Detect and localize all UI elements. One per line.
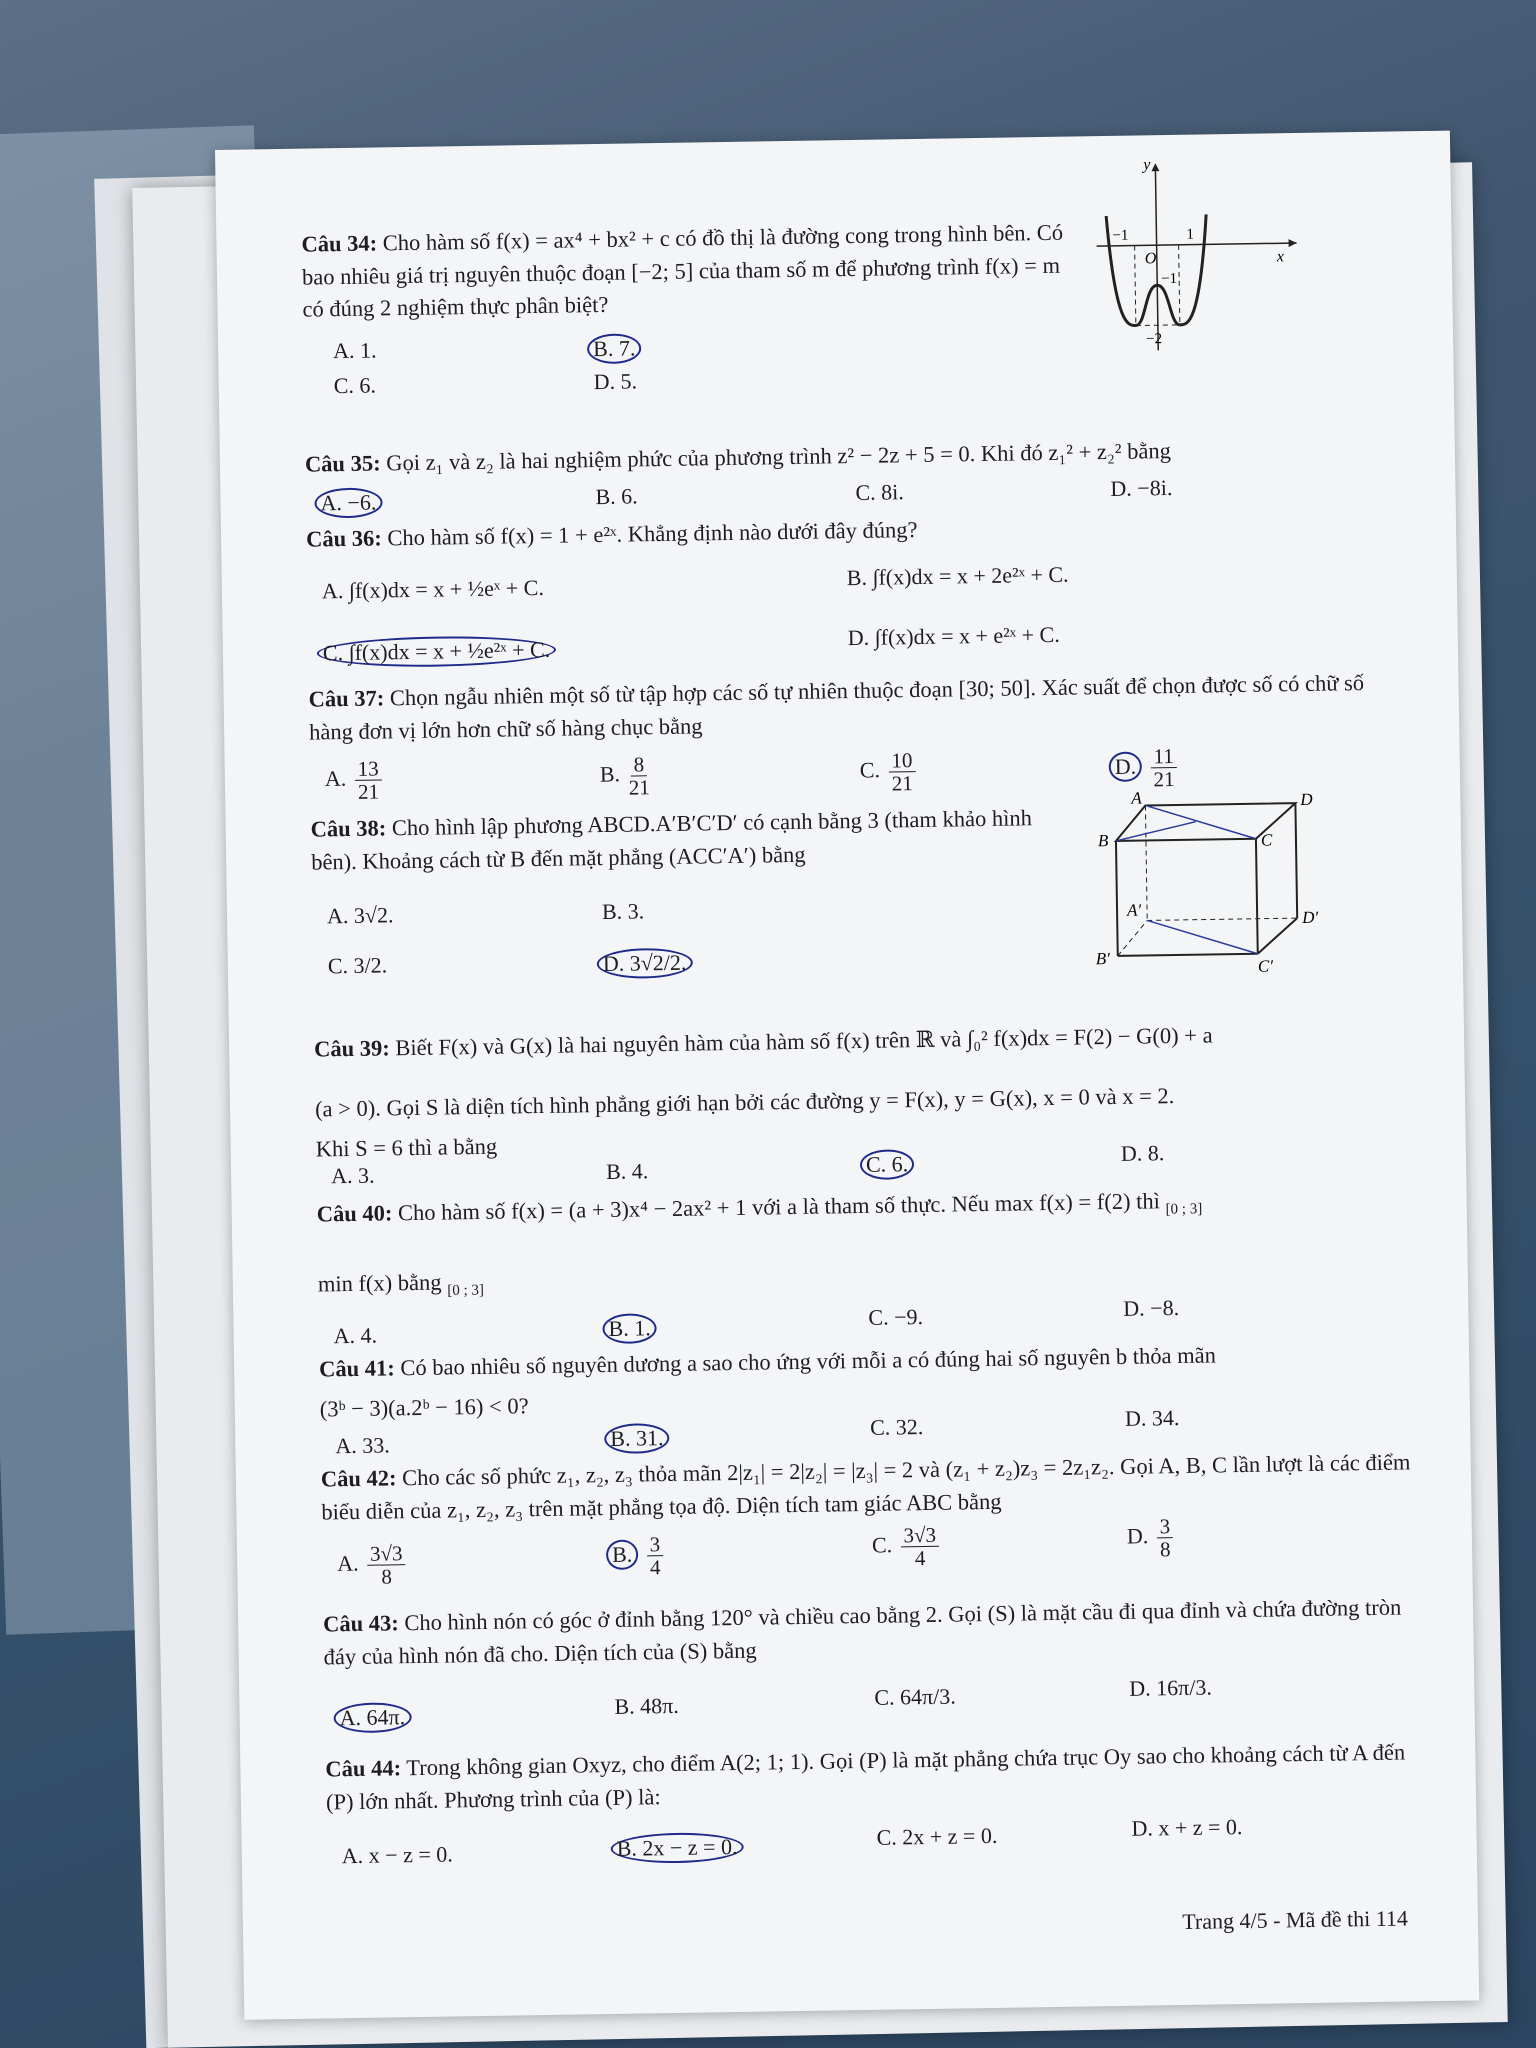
fraction [367, 1542, 406, 1588]
option-b [612, 1533, 667, 1579]
option-d: D. ∫f(x)dx = x + e²ˣ + C. [847, 621, 1060, 651]
vertex-b: B [1097, 831, 1109, 851]
tick-y-minus-2: −2 [1145, 331, 1163, 348]
question-text: Trong không gian Oxyz, cho điểm A(2; 1; 1). Gọi (P) là mặt phẳng chứa trục Oy sao cho khoảng cách từ A đến (P) lớn nhất. Phương trình của (P) là: [325, 1739, 1406, 1815]
vertex-b-prime: B′ [1095, 949, 1111, 969]
question-43 [323, 1591, 1424, 1674]
tick-minus-1: −1 [1112, 227, 1129, 244]
option-c: C. 3/2. [327, 952, 388, 979]
option-b: B. 48π. [614, 1692, 679, 1719]
option-d [1127, 1515, 1177, 1561]
vertex-c: C [1260, 830, 1273, 850]
option-c: C. 2x + z = 0. [876, 1822, 998, 1850]
question-37 [308, 666, 1409, 749]
fraction [900, 1524, 939, 1570]
denominator: 8 [1159, 1537, 1171, 1562]
fraction [1156, 1515, 1173, 1560]
tick-plus-1: 1 [1186, 226, 1195, 243]
cube-figure [1095, 788, 1348, 976]
answer-circle: A. −6. [314, 487, 382, 518]
option-label: A. [324, 765, 347, 791]
fraction [888, 749, 916, 795]
question-title: Câu 39: [313, 1035, 390, 1062]
option-d: D. −8. [1123, 1295, 1180, 1321]
question-text: Cho hàm số f(x) = ax⁴ + bx² + c có đồ thị là đường cong trong hình bên. Có bao nhiêu giá trị nguyên thuộc đoạn [−2; 5] của tham số m để phương trình f(x) = m có đúng 2 nghiệm thực phân biệt? [301, 219, 1064, 322]
fraction [1150, 745, 1177, 791]
question-39-line-2: (a > 0). Gọi S là diện tích hình phẳng giới hạn bởi các đường y = F(x), y = G(x), x = 0 và x = 2. [314, 1083, 1175, 1122]
fraction [354, 757, 382, 803]
question-text: Có bao nhiêu số nguyên dương a sao cho ứng với mỗi a có đúng hai số nguyên b thỏa mãn [400, 1342, 1217, 1381]
option-d: D. 5. [593, 368, 638, 395]
vertex-c-prime: C′ [1257, 956, 1274, 976]
question-36 [306, 506, 1406, 556]
option-a: A. 3. [330, 1162, 375, 1189]
numerator: 11 [1150, 745, 1177, 768]
option-b: B. 6. [595, 483, 638, 510]
option-d: D. x + z = 0. [1131, 1814, 1243, 1841]
option-c [866, 1149, 915, 1180]
question-text: Cho các số phức z₁, z₂, z₃ thỏa mãn 2|z₁| = 2|z₂| = |z₃| = 2 và (z₁ + z₂)z₃ = 2z₁z₂. Gọi A, B, C lần lượt là các điểm biểu diễn của z₁, z₂, z₃ trên mặt phẳng tọa độ. Diện tích tam giác ABC bằng [321, 1449, 1411, 1525]
option-label: D. [1126, 1523, 1149, 1549]
question-text: Cho hình nón có góc ở đỉnh bằng 120° và chiều cao bằng 2. Gọi (S) là mặt cầu đi qua đỉnh và chứa đường tròn đáy của hình nón đã cho. Diện tích của (S) bằng [323, 1594, 1402, 1670]
option-d: D. 34. [1124, 1405, 1180, 1431]
x-axis-label: x [1276, 248, 1285, 266]
option-c: C. 8i. [855, 479, 904, 505]
vertex-a-prime: A′ [1126, 900, 1142, 920]
question-text: Cho hàm số f(x) = (a + 3)x⁴ − 2ax² + 1 với a là tham số thực. Nếu max f(x) = f(2) thì [397, 1188, 1161, 1226]
question-39-line-3: Khi S = 6 thì a bằng [315, 1133, 498, 1162]
option-b [600, 753, 653, 799]
answer-circle: B. [606, 1539, 639, 1570]
numerator: 3 [646, 1533, 663, 1556]
option-d: D. 16π/3. [1129, 1674, 1213, 1701]
option-d [603, 948, 693, 979]
denominator: 21 [357, 779, 380, 804]
option-c [860, 749, 919, 795]
option-a: A. 1. [332, 337, 377, 364]
question-title: Câu 35: [304, 450, 381, 477]
question-38 [310, 802, 1071, 879]
option-a: A. x − z = 0. [341, 1841, 453, 1869]
option-d [1114, 745, 1180, 791]
denominator: 21 [628, 775, 650, 800]
option-b: B. 3. [601, 898, 645, 925]
question-title: Câu 37: [308, 685, 385, 712]
option-d: D. 8. [1120, 1140, 1165, 1166]
question-44 [325, 1736, 1426, 1819]
question-title: Câu 38: [310, 815, 387, 842]
denominator: 4 [914, 1546, 926, 1571]
vertex-d-prime: D′ [1302, 907, 1319, 928]
numerator: 3√3 [900, 1524, 939, 1548]
question-title: Câu 44: [325, 1755, 402, 1782]
answer-circle: C. 6. [860, 1149, 915, 1180]
option-a [339, 1702, 411, 1733]
option-a: A. 3√2. [326, 902, 394, 929]
option-b: B. ∫f(x)dx = x + 2e²ˣ + C. [846, 561, 1069, 591]
option-a: A. ∫f(x)dx = x + ½eˣ + C. [321, 574, 545, 604]
option-b [616, 1832, 743, 1864]
question-text: min f(x) bằng [317, 1269, 442, 1297]
question-41-line-2: (3ᵇ − 3)(a.2ᵇ − 16) < 0? [319, 1393, 529, 1422]
question-39 [314, 1016, 1414, 1066]
option-c: C. 6. [333, 372, 377, 399]
question-42 [321, 1446, 1422, 1529]
page-footer: Trang 4/5 - Mã đề thi 114 [1182, 1905, 1409, 1935]
answer-circle: A. 64π. [333, 1702, 411, 1733]
option-a [337, 1542, 409, 1588]
question-text: Cho hình lập phương ABCD.A′B′C′D′ có cạnh bằng 3 (tham khảo hình bên). Khoảng cách từ B đến mặt phẳng (ACC′A′) bằng [310, 805, 1033, 875]
numerator: 10 [888, 749, 915, 772]
question-40 [316, 1181, 1416, 1235]
question-title: Câu 40: [316, 1200, 393, 1227]
fraction [628, 753, 650, 798]
question-title: Câu 41: [318, 1355, 395, 1382]
y-axis-label: y [1143, 156, 1151, 174]
numerator: 13 [354, 757, 381, 780]
vertex-a: A [1131, 788, 1142, 808]
option-c [323, 635, 557, 669]
answer-circle: B. 31. [604, 1423, 670, 1454]
option-a: A. 33. [335, 1432, 390, 1459]
answer-circle: D. 3√2/2. [597, 948, 693, 979]
option-label: C. [871, 1532, 893, 1558]
tick-y-minus-1: −1 [1161, 270, 1178, 288]
denominator: 8 [381, 1564, 393, 1589]
option-c: C. 32. [869, 1414, 924, 1440]
option-label: C. [859, 757, 881, 783]
answer-circle: C. ∫f(x)dx = x + ½e²ˣ + C. [317, 635, 557, 669]
question-title: Câu 34: [301, 230, 378, 257]
option-b [610, 1423, 670, 1454]
question-text: Cho hàm số f(x) = 1 + e²ˣ. Khẳng định nào dưới đây đúng? [387, 517, 918, 551]
option-a: A. 4. [333, 1322, 378, 1349]
answer-circle: B. 2x − z = 0. [610, 1832, 743, 1864]
numerator: 3√3 [367, 1542, 406, 1566]
option-d: D. −8i. [1110, 475, 1173, 501]
question-34 [301, 216, 1082, 326]
question-title: Câu 36: [305, 525, 382, 552]
answer-circle: B. 1. [602, 1313, 657, 1344]
option-a [325, 757, 386, 803]
question-title: Câu 43: [322, 1610, 399, 1637]
exam-page [215, 131, 1479, 2020]
fraction [646, 1533, 663, 1578]
interval-label: [0 ; 3] [1165, 1201, 1203, 1218]
question-text: Biết F(x) và G(x) là hai nguyên hàm của hàm số f(x) trên ℝ và ∫₀² f(x)dx = F(2) − G(0) + a [395, 1022, 1213, 1061]
question-text: Chọn ngẫu nhiên một số từ tập hợp các số tự nhiên thuộc đoạn [30; 50]. Xác suất để chọn được số có chữ số hàng đơn vị lớn hơn chữ số hàng chục bằng [308, 670, 1365, 745]
origin-label: O [1144, 250, 1157, 268]
option-c: C. −9. [868, 1304, 924, 1330]
option-b [593, 333, 642, 364]
question-text: Gọi z₁ và z₂ là hai nghiệm phức của phương trình z² − 2z + 5 = 0. Khi đó z₁² + z₂² bằng [386, 438, 1172, 476]
quartic-graph [1085, 153, 1308, 356]
answer-circle: D. [1109, 751, 1143, 782]
denominator: 21 [891, 771, 913, 796]
option-label: B. [599, 761, 621, 787]
question-40-line-2 [318, 1251, 1418, 1305]
option-b [608, 1313, 657, 1344]
vertex-d: D [1300, 789, 1313, 810]
question-35 [305, 431, 1405, 481]
denominator: 21 [1153, 767, 1175, 792]
numerator: 3 [1156, 1515, 1173, 1538]
answer-circle: B. 7. [587, 333, 642, 364]
question-title: Câu 42: [320, 1465, 397, 1492]
option-b: B. 4. [605, 1158, 649, 1184]
option-c: C. 64π/3. [874, 1683, 956, 1710]
option-label: A. [337, 1550, 359, 1576]
interval-label: [0 ; 3] [447, 1282, 485, 1299]
numerator: 8 [630, 753, 647, 776]
option-a [320, 487, 382, 518]
option-c [872, 1524, 943, 1570]
denominator: 4 [649, 1555, 661, 1580]
